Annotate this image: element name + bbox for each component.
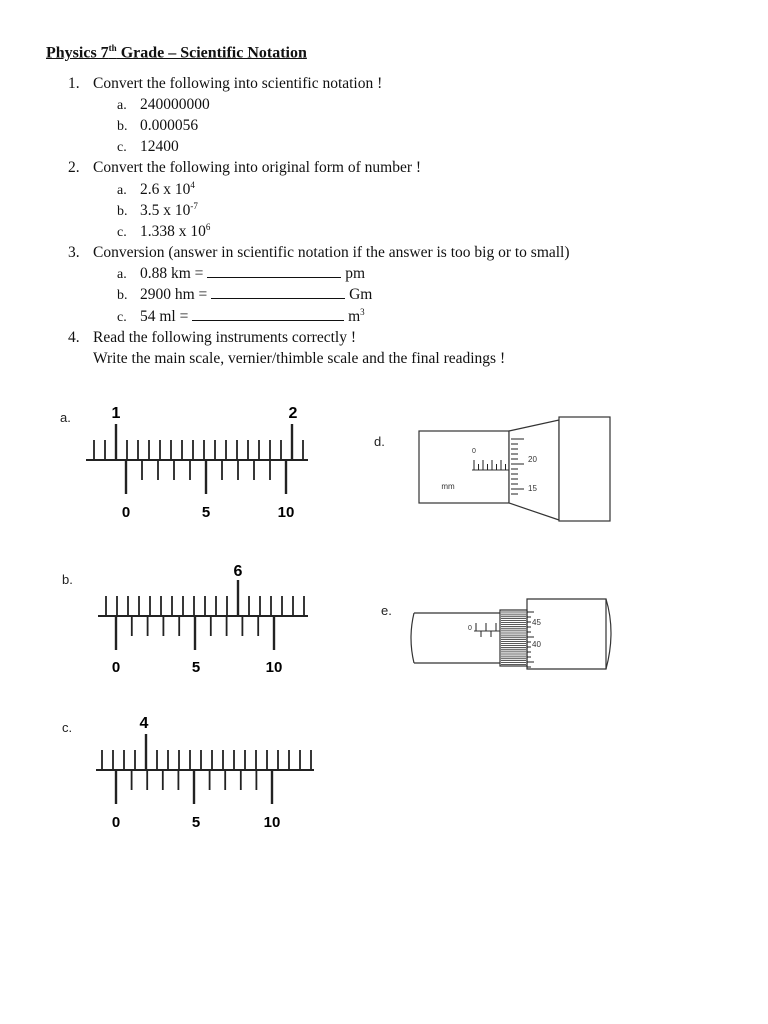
spindle-break-left: [411, 613, 414, 663]
vernier-label-10: 10: [263, 814, 281, 831]
vernier-label-5: 5: [201, 504, 211, 521]
vernier-label-0: 0: [111, 814, 121, 831]
main-scale-ticks: [94, 424, 303, 460]
main-scale-ticks: [106, 580, 304, 616]
q3-item-a: a. 0.88 km = pm: [117, 265, 365, 282]
question-2: 2. Convert the following into original form of number !: [68, 159, 422, 176]
figure-d-label: d.: [374, 434, 385, 449]
micrometer-body: [527, 599, 606, 669]
micrometer-e: [406, 592, 624, 678]
vernier-scale-ticks: [116, 616, 274, 650]
body-break-right: [606, 599, 611, 669]
vernier-label-0: 0: [111, 659, 121, 676]
page-title: Physics 7th Grade – Scientific Notation: [46, 43, 307, 62]
figure-b-label: b.: [62, 572, 73, 587]
main-scale-ticks: [102, 734, 311, 770]
q1-item-c: c. 12400: [117, 138, 179, 155]
vernier-scale-b: [96, 556, 316, 680]
micrometer-sleeve: [419, 431, 509, 503]
q3-item-b: b. 2900 hm = Gm: [117, 286, 373, 303]
vernier-scale-ticks: [126, 460, 286, 494]
vernier-label-5: 5: [191, 814, 201, 831]
q1-item-b: b. 0.000056: [117, 117, 199, 134]
main-scale-label-6: 6: [233, 563, 243, 580]
q3-item-c: c. 54 ml = $m^3$: [117, 307, 365, 325]
figure-a-label: a.: [60, 410, 71, 425]
sleeve-ticks: [476, 623, 496, 637]
answer-blank[interactable]: [211, 286, 345, 299]
question-4: 4. Read the following instruments correctly !: [68, 329, 357, 346]
sleeve-label-0: 0: [468, 625, 472, 632]
micrometer-ratchet: [559, 417, 610, 521]
vernier-label-5: 5: [191, 659, 201, 676]
thimble-label-15: 15: [528, 484, 537, 493]
thimble-label-40: 40: [532, 640, 541, 649]
main-scale-label-2: 2: [288, 405, 298, 422]
vernier-scale-c: [94, 708, 320, 834]
q2-item-c: c. 1.338 x $10^6$: [117, 222, 211, 240]
vernier-label-0: 0: [121, 504, 131, 521]
question-3: 3. Conversion (answer in scientific notation if the answer is too big or to small): [68, 244, 570, 261]
vernier-label-10: 10: [265, 659, 283, 676]
answer-blank[interactable]: [207, 265, 341, 278]
sleeve-label-0: 0: [472, 448, 476, 455]
thimble-label-20: 20: [528, 455, 537, 464]
question-1: 1. Convert the following into scientific notation !: [68, 75, 383, 92]
vernier-scale-ticks: [116, 770, 272, 804]
thimble-label-45: 45: [532, 618, 541, 627]
main-scale-label-4: 4: [139, 715, 149, 732]
vernier-label-10: 10: [277, 504, 295, 521]
micrometer-thimble: [509, 420, 559, 520]
micrometer-d: [414, 414, 616, 526]
q2-item-a: a. 2.6 x $10^4$: [117, 180, 195, 198]
answer-blank[interactable]: [192, 308, 344, 321]
vernier-scale-a: [84, 396, 314, 526]
figure-c-label: c.: [62, 720, 73, 735]
q1-item-a: a. 240000000: [117, 96, 210, 113]
question-4-line-2: Write the main scale, vernier/thimble scale and the final readings !: [93, 350, 506, 367]
figure-e-label: e.: [381, 603, 392, 618]
unit-label: mm: [441, 482, 455, 491]
main-scale-label-1: 1: [111, 405, 121, 422]
q2-item-b: b. 3.5 x $10^{-7}$: [117, 201, 198, 219]
